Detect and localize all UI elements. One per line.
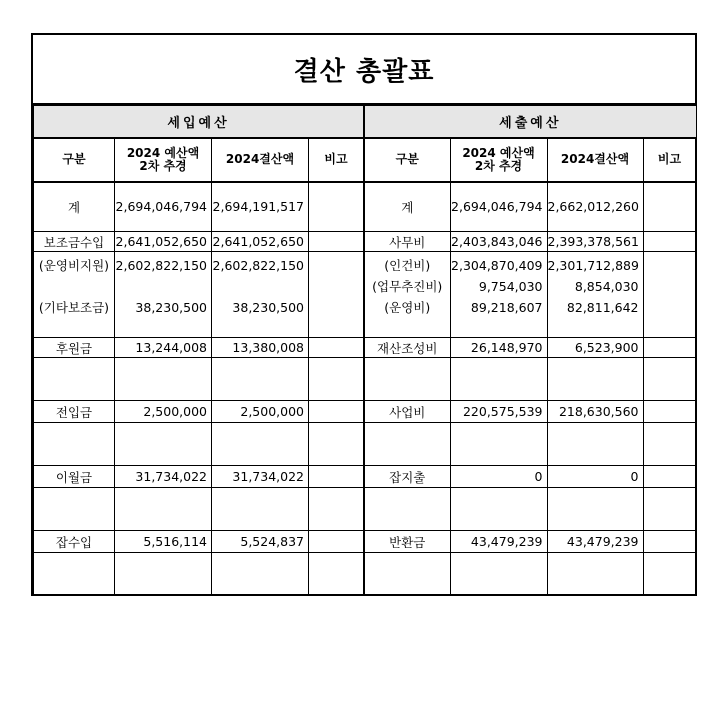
expense-total-budget: 2,694,046,794 <box>450 182 547 232</box>
income-row-label: 보조금수입 <box>34 232 115 252</box>
page-title: 결산 총괄표 <box>33 35 695 105</box>
empty-row <box>34 358 364 401</box>
income-col-category: 구분 <box>34 138 115 182</box>
expense-total-remarks <box>643 182 696 232</box>
income-row-settlement: 31,734,022 <box>212 466 309 488</box>
empty-row <box>34 488 364 531</box>
table-row <box>364 338 696 358</box>
expense-subrow-budgets <box>450 252 547 338</box>
expense-row-settlement: 82,811,642 <box>566 300 639 315</box>
expense-col-category: 구분 <box>364 138 450 182</box>
table-row <box>364 401 696 423</box>
empty-row <box>364 423 696 466</box>
table-row <box>364 531 696 553</box>
expense-row-budget: 2,403,843,046 <box>450 232 547 252</box>
expense-total-label: 계 <box>364 182 450 232</box>
expense-row-settlement: 8,854,030 <box>574 279 639 294</box>
expense-table <box>363 105 697 596</box>
income-total-label: 계 <box>34 182 115 232</box>
expense-row-remarks <box>643 338 696 358</box>
expense-col-settlement: 2024결산액 <box>547 138 643 182</box>
table-row <box>34 338 364 358</box>
income-section-title: 세입예산 <box>34 106 364 138</box>
income-row-settlement: 2,641,052,650 <box>212 232 309 252</box>
empty-row <box>34 553 364 596</box>
expense-row-remarks <box>643 401 696 423</box>
expense-row-settlement: 6,523,900 <box>547 338 643 358</box>
empty-row <box>364 488 696 531</box>
income-row-budget: 38,230,500 <box>135 300 207 315</box>
expense-row-remarks <box>643 232 696 252</box>
income-row-settlement: 2,500,000 <box>212 401 309 423</box>
income-col-remarks: 비고 <box>309 138 364 182</box>
expense-row-budget: 9,754,030 <box>478 279 543 294</box>
income-row-settlement: 38,230,500 <box>232 300 304 315</box>
table-row <box>34 531 364 553</box>
expense-row-budget: 26,148,970 <box>450 338 547 358</box>
income-row-label: 잡수입 <box>34 531 115 553</box>
expense-section-title: 세출예산 <box>364 106 696 138</box>
expense-subrow-labels <box>364 252 450 338</box>
income-row-remarks <box>309 338 364 358</box>
expense-row-settlement: 2,393,378,561 <box>547 232 643 252</box>
expense-row-label: 재산조성비 <box>364 338 450 358</box>
expense-row-label: 사업비 <box>364 401 450 423</box>
table-row <box>34 252 364 338</box>
empty-row <box>364 553 696 596</box>
income-subrow-labels <box>34 252 115 338</box>
expense-row-budget: 43,479,239 <box>450 531 547 553</box>
table-row <box>364 252 696 338</box>
expense-row-budget: 89,218,607 <box>470 300 543 315</box>
table-row <box>364 466 696 488</box>
table-row <box>34 466 364 488</box>
income-row-budget: 2,602,822,150 <box>115 258 207 273</box>
settlement-summary-sheet <box>31 33 697 596</box>
income-row-label: 이월금 <box>34 466 115 488</box>
expense-row-settlement: 43,479,239 <box>547 531 643 553</box>
income-row-remarks <box>309 531 364 553</box>
income-total-row <box>34 182 364 232</box>
empty-row <box>34 423 364 466</box>
expense-row-label: (인건비) <box>384 258 431 273</box>
income-subrow-remarks <box>309 252 364 338</box>
table-row <box>364 232 696 252</box>
income-subrow-budgets <box>115 252 212 338</box>
income-row-budget: 5,516,114 <box>115 531 212 553</box>
income-subrow-settlements <box>212 252 309 338</box>
expense-row-budget: 0 <box>450 466 547 488</box>
income-col-budget: 2024 예산액 2차 추경 <box>115 138 212 182</box>
income-row-remarks <box>309 401 364 423</box>
expense-row-label: 잡지출 <box>364 466 450 488</box>
income-row-budget: 13,244,008 <box>115 338 212 358</box>
income-row-label: (기타보조금) <box>38 300 110 315</box>
expense-row-label: 사무비 <box>364 232 450 252</box>
table-row <box>34 401 364 423</box>
expense-row-remarks <box>643 531 696 553</box>
income-row-remarks <box>309 466 364 488</box>
expense-row-label: (운영비) <box>384 300 431 315</box>
income-total-remarks <box>309 182 364 232</box>
income-row-budget: 31,734,022 <box>115 466 212 488</box>
expense-col-budget: 2024 예산액 2차 추경 <box>450 138 547 182</box>
income-row-label: (운영비지원) <box>38 258 110 273</box>
table-row <box>34 232 364 252</box>
expense-row-budget: 220,575,539 <box>450 401 547 423</box>
income-row-budget: 2,641,052,650 <box>115 232 212 252</box>
expense-total-row <box>364 182 696 232</box>
empty-row <box>364 358 696 401</box>
expense-row-settlement: 2,301,712,889 <box>547 258 639 273</box>
income-col-settlement: 2024결산액 <box>212 138 309 182</box>
income-total-settlement: 2,694,191,517 <box>212 182 309 232</box>
expense-row-settlement: 0 <box>547 466 643 488</box>
income-row-remarks <box>309 232 364 252</box>
income-row-budget: 2,500,000 <box>115 401 212 423</box>
expense-subrow-settlements <box>547 252 643 338</box>
income-row-label: 후원금 <box>34 338 115 358</box>
income-row-settlement: 5,524,837 <box>212 531 309 553</box>
expense-row-label: (업무추진비) <box>372 279 443 294</box>
income-row-settlement: 13,380,008 <box>212 338 309 358</box>
income-row-settlement: 2,602,822,150 <box>212 258 304 273</box>
expense-subrow-remarks <box>643 252 696 338</box>
expense-row-settlement: 218,630,560 <box>547 401 643 423</box>
expense-row-budget: 2,304,870,409 <box>451 258 543 273</box>
income-total-budget: 2,694,046,794 <box>115 182 212 232</box>
expense-total-settlement: 2,662,012,260 <box>547 182 643 232</box>
expense-col-remarks: 비고 <box>643 138 696 182</box>
income-table <box>33 105 364 596</box>
expense-row-label: 반환금 <box>364 531 450 553</box>
expense-row-remarks <box>643 466 696 488</box>
income-row-label: 전입금 <box>34 401 115 423</box>
